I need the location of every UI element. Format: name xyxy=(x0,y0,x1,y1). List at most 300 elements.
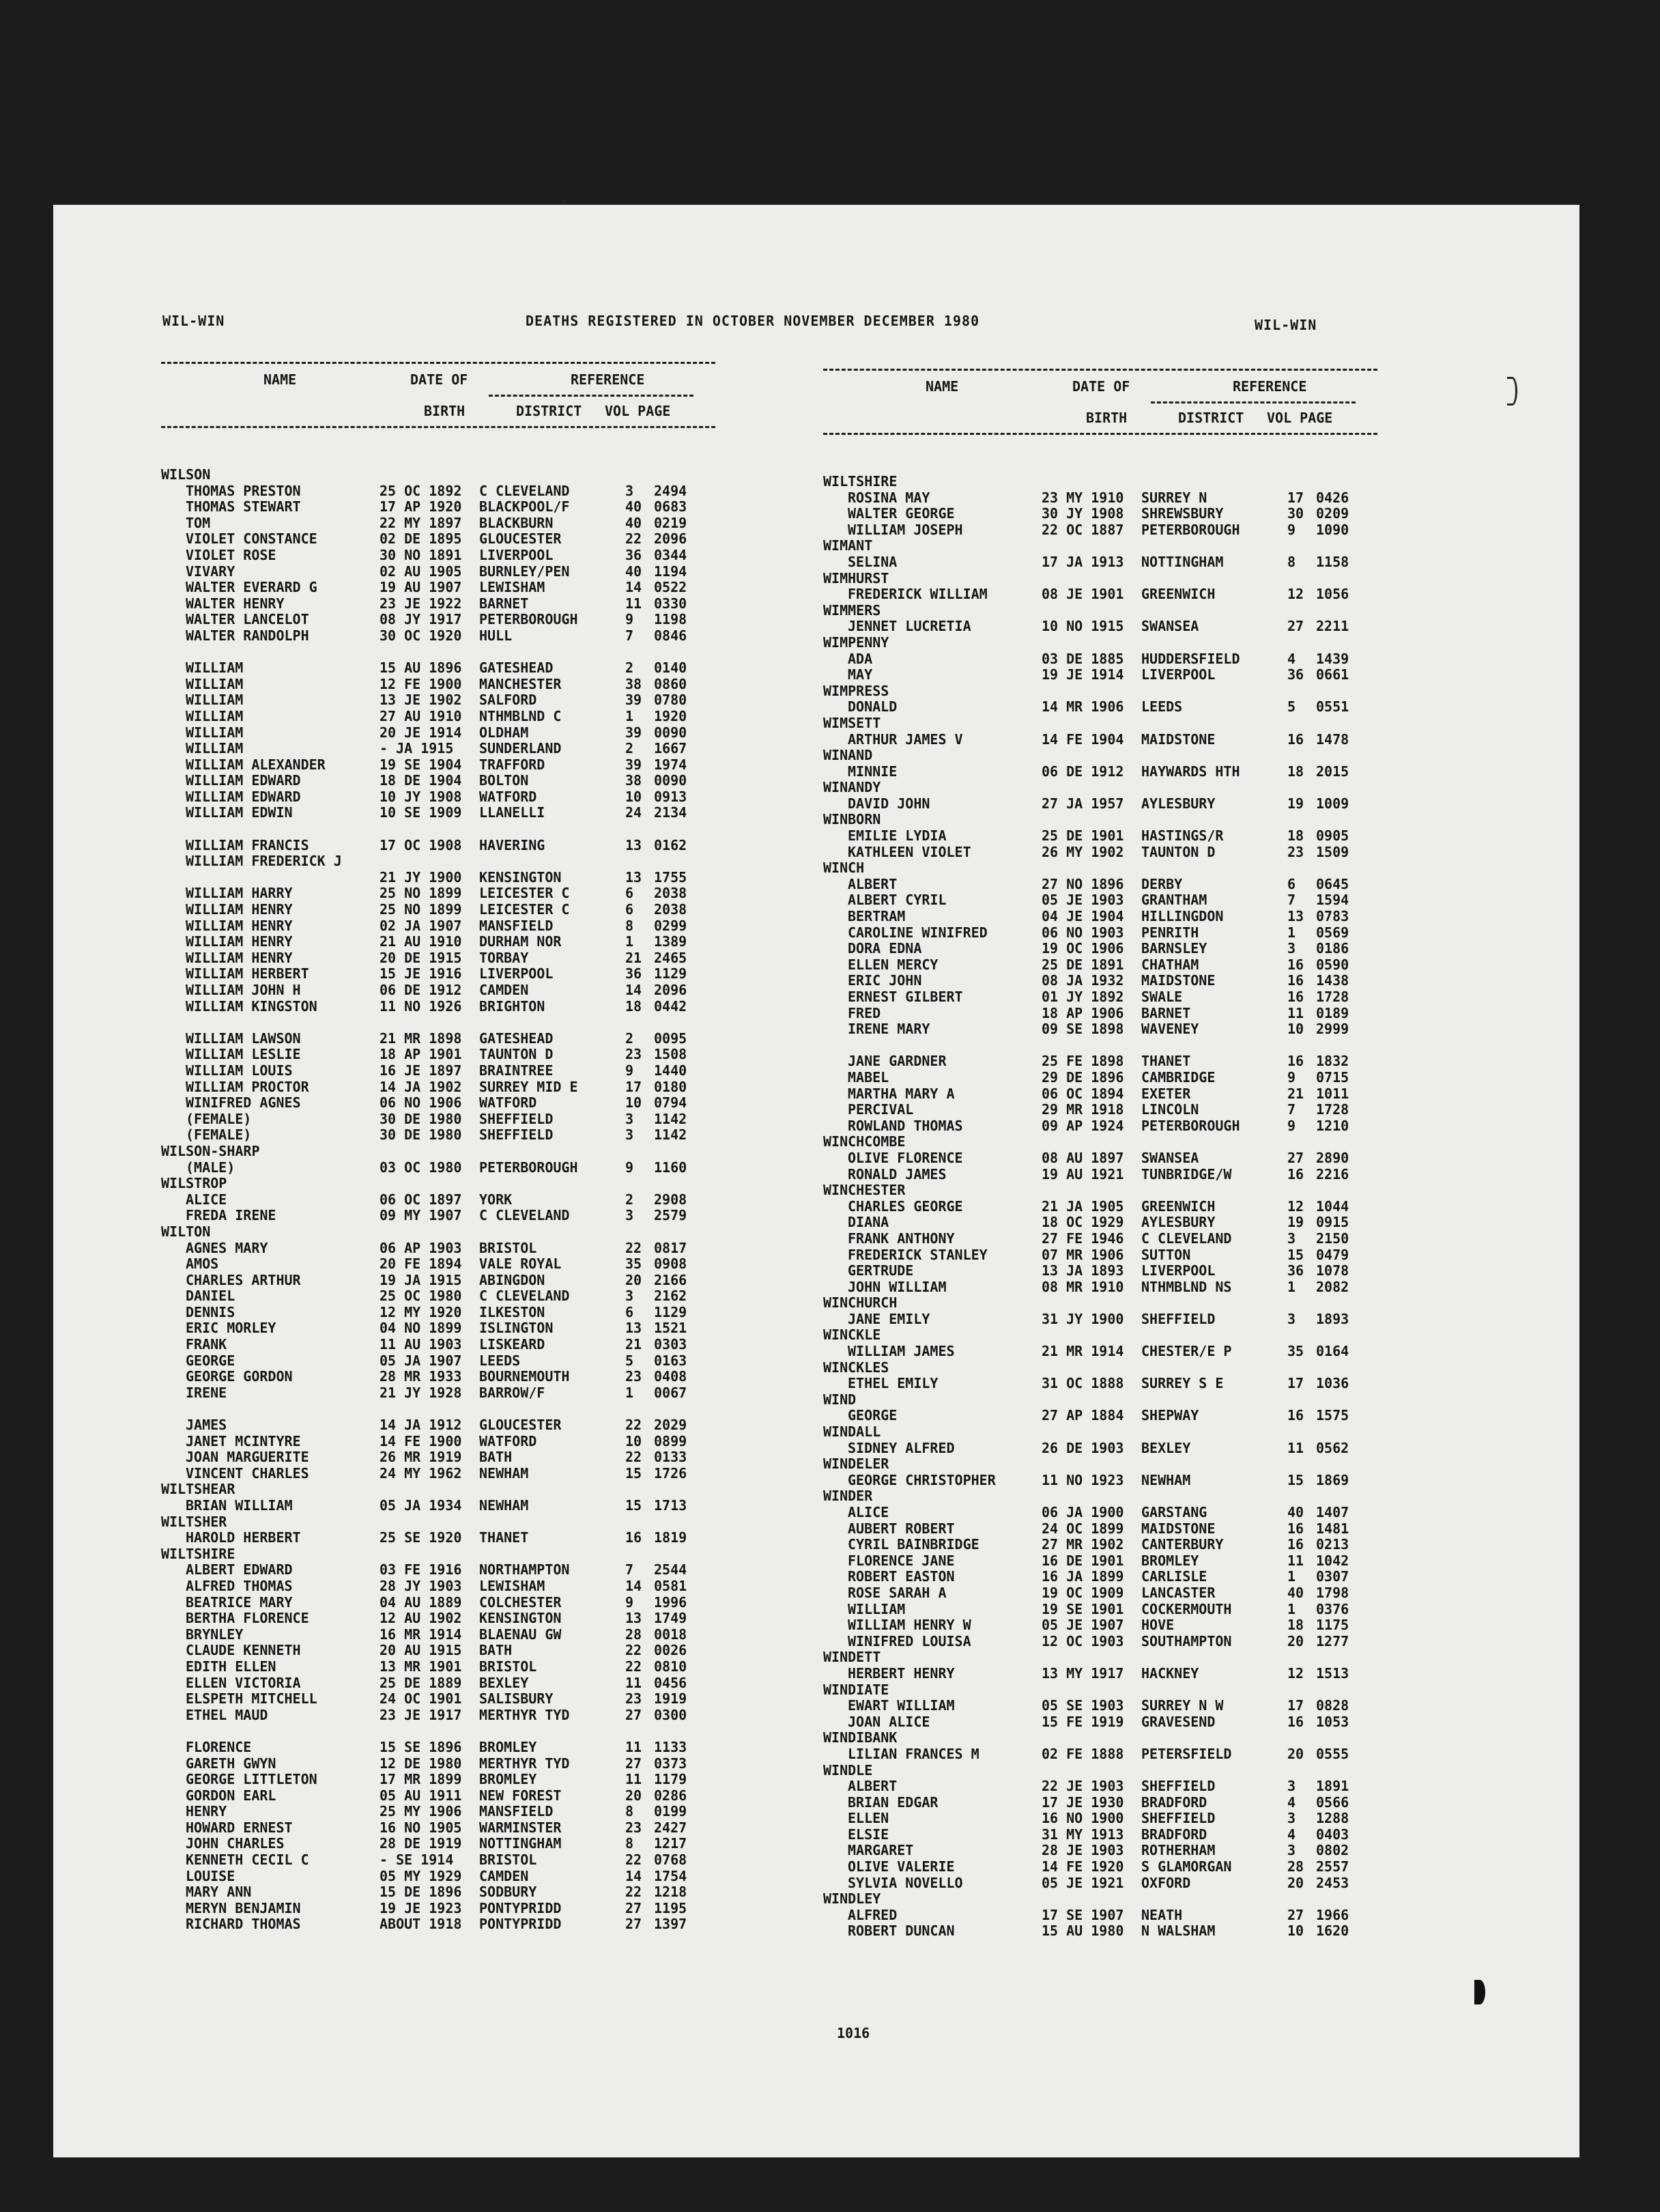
date-of-birth: 31 MY 1913 xyxy=(1042,1826,1124,1843)
volume-number: 12 xyxy=(1287,1197,1304,1215)
registration-district: SALISBURY xyxy=(479,1690,554,1707)
date-of-birth: 20 FE 1894 xyxy=(380,1256,462,1273)
given-names: WILLIAM HENRY xyxy=(186,949,293,966)
page-number-ref: 0683 xyxy=(654,498,687,515)
given-names: AGNES MARY xyxy=(186,1239,268,1256)
registration-district: GLOUCESTER xyxy=(479,530,562,548)
given-names: GORDON EARL xyxy=(186,1787,276,1804)
date-of-birth: 21 MR 1898 xyxy=(380,1030,462,1047)
page-number-ref: 1819 xyxy=(654,1529,687,1546)
registration-district: PETERBOROUGH xyxy=(1141,521,1240,538)
volume-number: 17 xyxy=(1287,1375,1304,1392)
date-of-birth: 27 AU 1910 xyxy=(380,707,462,724)
registration-district: SHEFFIELD xyxy=(1141,1810,1216,1827)
volume-number: 18 xyxy=(1287,763,1304,780)
date-of-birth: 25 OC 1892 xyxy=(380,482,462,499)
given-names: WILLIAM FREDERICK J xyxy=(186,853,342,870)
volume-number: 8 xyxy=(625,917,634,934)
given-names: HAROLD HERBERT xyxy=(186,1529,301,1546)
surname: WINDLE xyxy=(823,1761,873,1778)
page-number-ref: 0590 xyxy=(1316,956,1349,973)
volume-number: 23 xyxy=(625,1368,642,1385)
volume-number: 27 xyxy=(625,1706,642,1723)
page-number-ref: 0661 xyxy=(1316,666,1349,683)
given-names: WINIFRED AGNES xyxy=(186,1094,301,1111)
registration-district: VALE ROYAL xyxy=(479,1256,562,1273)
volume-number: 1 xyxy=(1287,1600,1296,1617)
volume-number: 7 xyxy=(625,627,634,644)
surname: WINCHESTER xyxy=(823,1182,906,1199)
given-names: CAROLINE WINIFRED xyxy=(848,924,988,941)
page-number-ref: 0180 xyxy=(654,1078,687,1095)
registration-district: WARMINSTER xyxy=(479,1819,562,1836)
given-names: BRIAN EDGAR xyxy=(848,1793,939,1811)
surname: WIMANT xyxy=(823,537,873,554)
registration-district: GRAVESEND xyxy=(1141,1713,1216,1730)
page-number-ref: 0140 xyxy=(654,660,687,677)
speck-mark xyxy=(561,199,567,205)
page-number-ref: 2557 xyxy=(1316,1858,1349,1875)
page-number-ref: 0551 xyxy=(1316,698,1349,715)
given-names: ERNEST GILBERT xyxy=(848,989,963,1005)
volume-number: 14 xyxy=(625,579,642,596)
date-of-birth: ABOUT 1918 xyxy=(380,1916,462,1933)
given-names: HENRY xyxy=(186,1803,227,1820)
given-names: WALTER EVERARD G xyxy=(186,579,317,596)
given-names: KENNETH CECIL C xyxy=(186,1852,309,1869)
page-number-ref: 1011 xyxy=(1316,1085,1349,1102)
given-names: MINNIE xyxy=(848,763,898,780)
given-names: MAY xyxy=(848,666,873,683)
page-number-ref: 0163 xyxy=(654,1352,687,1369)
page-number-ref: 0213 xyxy=(1316,1536,1349,1553)
given-names: WILLIAM HENRY xyxy=(186,917,293,934)
date-of-birth: 05 JA 1934 xyxy=(380,1497,462,1514)
date-of-birth: 12 DE 1980 xyxy=(380,1755,462,1772)
page-number-ref: 1158 xyxy=(1316,553,1349,570)
date-of-birth: 06 OC 1897 xyxy=(380,1191,462,1208)
volume-number: 14 xyxy=(625,1867,642,1884)
index-range-right: WIL-WIN xyxy=(1255,317,1317,333)
date-of-birth: 29 DE 1896 xyxy=(1042,1068,1124,1086)
registration-district: GREENWICH xyxy=(1141,1197,1216,1215)
given-names: IRENE xyxy=(186,1384,227,1401)
registration-district: GREENWICH xyxy=(1141,586,1216,603)
date-of-birth: 27 JA 1957 xyxy=(1042,795,1124,812)
col-vol-page-label: VOL PAGE xyxy=(605,403,671,419)
page-number-ref: 0018 xyxy=(654,1626,687,1643)
page-number-ref: 0802 xyxy=(1316,1842,1349,1859)
volume-number: 18 xyxy=(625,997,642,1015)
registration-district: MAIDSTONE xyxy=(1141,972,1216,989)
volume-number: 10 xyxy=(1287,1923,1304,1940)
date-of-birth: 02 AU 1905 xyxy=(380,563,462,580)
date-of-birth: 12 MY 1920 xyxy=(380,1303,462,1320)
registration-district: LANCASTER xyxy=(1141,1584,1216,1601)
registration-district: HAYWARDS HTH xyxy=(1141,763,1240,780)
registration-district: ILKESTON xyxy=(479,1303,545,1320)
volume-number: 39 xyxy=(625,724,642,741)
page-number-ref: 1160 xyxy=(654,1159,687,1176)
given-names: JAMES xyxy=(186,1417,227,1434)
date-of-birth: 28 JE 1903 xyxy=(1042,1842,1124,1859)
given-names: VIOLET ROSE xyxy=(186,546,276,563)
page-number-ref: 0189 xyxy=(1316,1004,1349,1021)
date-of-birth: 28 DE 1919 xyxy=(380,1835,462,1852)
surname: WINANDY xyxy=(823,779,881,796)
registration-district: BLACKBURN xyxy=(479,514,554,531)
volume-number: 23 xyxy=(1287,843,1304,860)
given-names: ARTHUR JAMES V xyxy=(848,731,963,748)
date-of-birth: 27 MR 1902 xyxy=(1042,1536,1124,1553)
registration-district: AYLESBURY xyxy=(1141,1214,1216,1231)
date-of-birth: 25 SE 1920 xyxy=(380,1529,462,1546)
date-of-birth: 17 SE 1907 xyxy=(1042,1906,1124,1923)
surname: WILSTROP xyxy=(161,1175,227,1192)
volume-number: 11 xyxy=(1287,1004,1304,1021)
surname: WIMMERS xyxy=(823,601,881,619)
date-of-birth: 23 JE 1917 xyxy=(380,1706,462,1723)
page-number-ref: 0330 xyxy=(654,595,687,612)
volume-number: 16 xyxy=(1287,989,1304,1005)
date-of-birth: 04 NO 1899 xyxy=(380,1320,462,1337)
given-names: JOHN CHARLES xyxy=(186,1835,285,1852)
date-of-birth: 10 NO 1915 xyxy=(1042,618,1124,635)
date-of-birth: 21 AU 1910 xyxy=(380,933,462,950)
page-number-ref: 0090 xyxy=(654,772,687,789)
registration-district: LEWISHAM xyxy=(479,579,545,596)
registration-district: HASTINGS/R xyxy=(1141,827,1224,845)
registration-district: HUDDERSFIELD xyxy=(1141,650,1240,667)
page-number-ref: 1440 xyxy=(654,1062,687,1079)
page-number-ref: 0915 xyxy=(1316,1214,1349,1231)
given-names: WALTER GEORGE xyxy=(848,505,955,522)
given-names: DORA EDNA xyxy=(848,940,922,957)
date-of-birth: 05 JA 1907 xyxy=(380,1352,462,1369)
given-names: ETHEL EMILY xyxy=(848,1375,939,1392)
volume-number: 17 xyxy=(1287,1697,1304,1714)
volume-number: 27 xyxy=(625,1899,642,1916)
page-number-ref: 1481 xyxy=(1316,1520,1349,1537)
given-names: WILLIAM HENRY W xyxy=(848,1617,971,1634)
index-range-left: WIL-WIN xyxy=(162,313,225,329)
registration-district: MANCHESTER xyxy=(479,675,562,692)
volume-number: 5 xyxy=(1287,698,1296,715)
registration-district: LIVERPOOL xyxy=(479,965,554,982)
date-of-birth: 26 MY 1902 xyxy=(1042,843,1124,860)
date-of-birth: 17 JA 1913 xyxy=(1042,553,1124,570)
registration-district: SURREY MID E xyxy=(479,1078,578,1095)
surname: WIND xyxy=(823,1391,857,1408)
col-name-label: NAME xyxy=(926,378,959,395)
registration-district: LEICESTER C xyxy=(479,901,570,918)
page-number-ref: 2427 xyxy=(654,1819,687,1836)
given-names: WILLIAM HERBERT xyxy=(186,965,309,982)
given-names: WILLIAM xyxy=(186,740,244,757)
date-of-birth: 02 FE 1888 xyxy=(1042,1745,1124,1762)
date-of-birth: 19 AU 1907 xyxy=(380,579,462,596)
volume-number: 9 xyxy=(625,1593,634,1611)
volume-number: 3 xyxy=(625,1110,634,1127)
page-number-ref: 0828 xyxy=(1316,1697,1349,1714)
given-names: (FEMALE) xyxy=(186,1110,252,1127)
given-names: WILLIAM LAWSON xyxy=(186,1030,301,1047)
given-names: AMOS xyxy=(186,1256,219,1273)
date-of-birth: 11 NO 1926 xyxy=(380,997,462,1015)
page-number-ref: 1438 xyxy=(1316,972,1349,989)
volume-number: 22 xyxy=(625,1852,642,1869)
page-number-ref: 2579 xyxy=(654,1207,687,1224)
page-number-ref: 0905 xyxy=(1316,827,1349,845)
page-number-ref: 1919 xyxy=(654,1690,687,1707)
date-of-birth: 25 FE 1898 xyxy=(1042,1053,1124,1070)
given-names: WILLIAM PROCTOR xyxy=(186,1078,309,1095)
given-names: JANE EMILY xyxy=(848,1310,930,1327)
volume-number: 18 xyxy=(1287,827,1304,845)
given-names: TOM xyxy=(186,514,211,531)
given-names: RICHARD THOMAS xyxy=(186,1916,301,1933)
col-birth-label: BIRTH xyxy=(1086,410,1128,426)
date-of-birth: 18 DE 1904 xyxy=(380,772,462,789)
registration-district: SWALE xyxy=(1141,989,1183,1005)
page-number-ref: 2134 xyxy=(654,804,687,821)
date-of-birth: 16 DE 1901 xyxy=(1042,1552,1124,1569)
volume-number: 16 xyxy=(1287,1053,1304,1070)
given-names: WALTER HENRY xyxy=(186,595,285,612)
page-number-ref: 0307 xyxy=(1316,1568,1349,1585)
given-names: BERTHA FLORENCE xyxy=(186,1610,309,1627)
volume-number: 27 xyxy=(625,1916,642,1933)
registration-district: SHEFFIELD xyxy=(479,1126,554,1144)
volume-number: 15 xyxy=(625,1497,642,1514)
volume-number: 6 xyxy=(625,885,634,902)
date-of-birth: 06 NO 1906 xyxy=(380,1094,462,1111)
registration-district: ROTHERHAM xyxy=(1141,1842,1216,1859)
given-names: GEORGE GORDON xyxy=(186,1368,293,1385)
volume-number: 22 xyxy=(625,1449,642,1466)
date-of-birth: 17 MR 1899 xyxy=(380,1771,462,1788)
volume-number: 17 xyxy=(625,1078,642,1095)
date-of-birth: 15 JE 1916 xyxy=(380,965,462,982)
given-names: WILLIAM LOUIS xyxy=(186,1062,293,1079)
volume-number: 3 xyxy=(1287,1778,1296,1795)
registration-district: PETERSFIELD xyxy=(1141,1745,1232,1762)
page-number-ref: 0067 xyxy=(654,1384,687,1401)
given-names: WILLIAM JOHN H xyxy=(186,982,301,998)
registration-district: SUNDERLAND xyxy=(479,740,562,757)
registration-district: WATFORD xyxy=(479,1432,537,1449)
page-number-ref: 1198 xyxy=(654,611,687,628)
date-of-birth: 28 MR 1933 xyxy=(380,1368,462,1385)
volume-number: 13 xyxy=(625,1320,642,1337)
volume-number: 15 xyxy=(1287,1246,1304,1263)
header-rule-reference xyxy=(489,395,693,397)
date-of-birth: 09 AP 1924 xyxy=(1042,1117,1124,1134)
registration-district: PENRITH xyxy=(1141,924,1199,941)
given-names: WILLIAM ALEXANDER xyxy=(186,756,326,773)
volume-number: 20 xyxy=(625,1787,642,1804)
page-number-ref: 1179 xyxy=(654,1771,687,1788)
registration-district: BOURNEMOUTH xyxy=(479,1368,570,1385)
page-number-ref: 1056 xyxy=(1316,586,1349,603)
volume-number: 22 xyxy=(625,1884,642,1901)
registration-district: HACKNEY xyxy=(1141,1664,1199,1682)
date-of-birth: 27 NO 1896 xyxy=(1042,875,1124,892)
given-names: EDITH ELLEN xyxy=(186,1658,276,1675)
registration-district: TAUNTON D xyxy=(479,1046,554,1063)
date-of-birth: 21 MR 1914 xyxy=(1042,1343,1124,1360)
registration-district: THANET xyxy=(479,1529,529,1546)
date-of-birth: 25 NO 1899 xyxy=(380,901,462,918)
page-number-ref: 1620 xyxy=(1316,1923,1349,1940)
registration-district: TAUNTON D xyxy=(1141,843,1216,860)
registration-district: GATESHEAD xyxy=(479,660,554,677)
given-names: MERYN BENJAMIN xyxy=(186,1899,301,1916)
page-number-ref: 0645 xyxy=(1316,875,1349,892)
registration-district: LIVERPOOL xyxy=(1141,1262,1216,1279)
page-number-ref: 0162 xyxy=(654,836,687,853)
given-names: ELLEN VICTORIA xyxy=(186,1674,301,1691)
page-number-ref: 1667 xyxy=(654,740,687,757)
volume-number: 28 xyxy=(1287,1858,1304,1875)
date-of-birth: 06 AP 1903 xyxy=(380,1239,462,1256)
date-of-birth: 06 OC 1894 xyxy=(1042,1085,1124,1102)
registration-district: SURREY N xyxy=(1141,489,1207,506)
page-number-ref: 0456 xyxy=(654,1674,687,1691)
registration-district: LEWISHAM xyxy=(479,1577,545,1594)
date-of-birth: 08 JE 1901 xyxy=(1042,586,1124,603)
date-of-birth: 16 NO 1900 xyxy=(1042,1810,1124,1827)
page-number-ref: 0846 xyxy=(654,627,687,644)
volume-number: 39 xyxy=(625,692,642,709)
page-number-ref: 0783 xyxy=(1316,908,1349,925)
volume-number: 1 xyxy=(1287,1278,1296,1295)
given-names: JOHN WILLIAM xyxy=(848,1278,947,1295)
given-names: GARETH GWYN xyxy=(186,1755,276,1772)
given-names: FRANK ANTHONY xyxy=(848,1230,955,1247)
page-number-ref: 1755 xyxy=(654,868,687,885)
given-names: HOWARD ERNEST xyxy=(186,1819,293,1836)
given-names: ERIC JOHN xyxy=(848,972,922,989)
given-names: ELLEN MERCY xyxy=(848,956,939,973)
surname: WINCKLE xyxy=(823,1327,881,1344)
volume-number: 27 xyxy=(1287,1906,1304,1923)
registration-district: CAMDEN xyxy=(479,1867,529,1884)
registration-district: PETERBOROUGH xyxy=(479,1159,578,1176)
date-of-birth: 27 AP 1884 xyxy=(1042,1407,1124,1424)
given-names: OLIVE FLORENCE xyxy=(848,1149,963,1166)
volume-number: 38 xyxy=(625,675,642,692)
page-number-ref: 0794 xyxy=(654,1094,687,1111)
given-names: VIVARY xyxy=(186,563,235,580)
page-number-ref: 1869 xyxy=(1316,1471,1349,1488)
given-names: JENNET LUCRETIA xyxy=(848,618,971,635)
registration-district: BROMLEY xyxy=(479,1738,537,1755)
registration-district: HILLINGDON xyxy=(1141,908,1224,925)
date-of-birth: 25 DE 1889 xyxy=(380,1674,462,1691)
given-names: SYLVIA NOVELLO xyxy=(848,1874,963,1891)
date-of-birth: 29 MR 1918 xyxy=(1042,1101,1124,1118)
given-names: WILLIAM xyxy=(186,692,244,709)
registration-district: SALFORD xyxy=(479,692,537,709)
date-of-birth: 18 AP 1901 xyxy=(380,1046,462,1063)
surname: WIMSETT xyxy=(823,714,881,731)
date-of-birth: 04 JE 1904 xyxy=(1042,908,1124,925)
given-names: ALBERT EDWARD xyxy=(186,1561,293,1578)
date-of-birth: 12 OC 1903 xyxy=(1042,1632,1124,1649)
page-number-ref: 0780 xyxy=(654,692,687,709)
registration-district: SHEFFIELD xyxy=(479,1110,554,1127)
date-of-birth: 30 JY 1908 xyxy=(1042,505,1124,522)
registration-district: NORTHAMPTON xyxy=(479,1561,570,1578)
given-names: MABEL xyxy=(848,1068,889,1086)
volume-number: 12 xyxy=(1287,1664,1304,1682)
col-date-of-label: DATE OF xyxy=(1072,378,1130,395)
date-of-birth: 05 JE 1903 xyxy=(1042,892,1124,909)
page-number-ref: 2096 xyxy=(654,530,687,548)
registration-district: COCKERMOUTH xyxy=(1141,1600,1232,1617)
registration-district: YORK xyxy=(479,1191,513,1208)
given-names: MARGARET xyxy=(848,1842,914,1859)
punch-hole-mark xyxy=(1507,377,1517,406)
registration-district: CARLISLE xyxy=(1141,1568,1207,1585)
date-of-birth: 01 JY 1892 xyxy=(1042,989,1124,1005)
given-names: PERCIVAL xyxy=(848,1101,914,1118)
registration-district: WATFORD xyxy=(479,788,537,805)
page-number-ref: 1726 xyxy=(654,1464,687,1481)
page-number-ref: 0562 xyxy=(1316,1439,1349,1456)
registration-district: NOTTINGHAM xyxy=(1141,553,1224,570)
given-names: GEORGE xyxy=(848,1407,898,1424)
registration-district: LIVERPOOL xyxy=(479,546,554,563)
volume-number: 3 xyxy=(1287,1842,1296,1859)
registration-district: AYLESBURY xyxy=(1141,795,1216,812)
registration-district: BEXLEY xyxy=(1141,1439,1191,1456)
date-of-birth: 20 DE 1915 xyxy=(380,949,462,966)
date-of-birth: 08 JA 1932 xyxy=(1042,972,1124,989)
registration-district: BLAENAU GW xyxy=(479,1626,562,1643)
page-number-ref: 1575 xyxy=(1316,1407,1349,1424)
given-names: KATHLEEN VIOLET xyxy=(848,843,971,860)
surname: WINCKLES xyxy=(823,1359,889,1376)
date-of-birth: 31 OC 1888 xyxy=(1042,1375,1124,1392)
date-of-birth: 19 JE 1914 xyxy=(1042,666,1124,683)
volume-number: 23 xyxy=(625,1046,642,1063)
page-number-ref: 0522 xyxy=(654,579,687,596)
volume-number: 7 xyxy=(1287,1101,1296,1118)
date-of-birth: 22 OC 1887 xyxy=(1042,521,1124,538)
registration-district: BLACKPOOL/F xyxy=(479,498,570,515)
page-number-ref: 1133 xyxy=(654,1738,687,1755)
page-number-ref: 0860 xyxy=(654,675,687,692)
volume-number: 6 xyxy=(625,1303,634,1320)
volume-number: 27 xyxy=(1287,1149,1304,1166)
registration-district: SURREY N W xyxy=(1141,1697,1224,1714)
date-of-birth: 12 AU 1902 xyxy=(380,1610,462,1627)
page-number-ref: 0286 xyxy=(654,1787,687,1804)
page-number-ref: 1142 xyxy=(654,1126,687,1144)
date-of-birth: 09 MY 1907 xyxy=(380,1207,462,1224)
header-rule-top xyxy=(161,362,715,364)
page-number-ref: 0569 xyxy=(1316,924,1349,941)
registration-district: HULL xyxy=(479,627,513,644)
volume-number: 22 xyxy=(625,1417,642,1434)
registration-district: CANTERBURY xyxy=(1141,1536,1224,1553)
volume-number: 3 xyxy=(625,1207,634,1224)
date-of-birth: 03 DE 1885 xyxy=(1042,650,1124,667)
volume-number: 9 xyxy=(1287,1117,1296,1134)
registration-district: LIVERPOOL xyxy=(1141,666,1216,683)
